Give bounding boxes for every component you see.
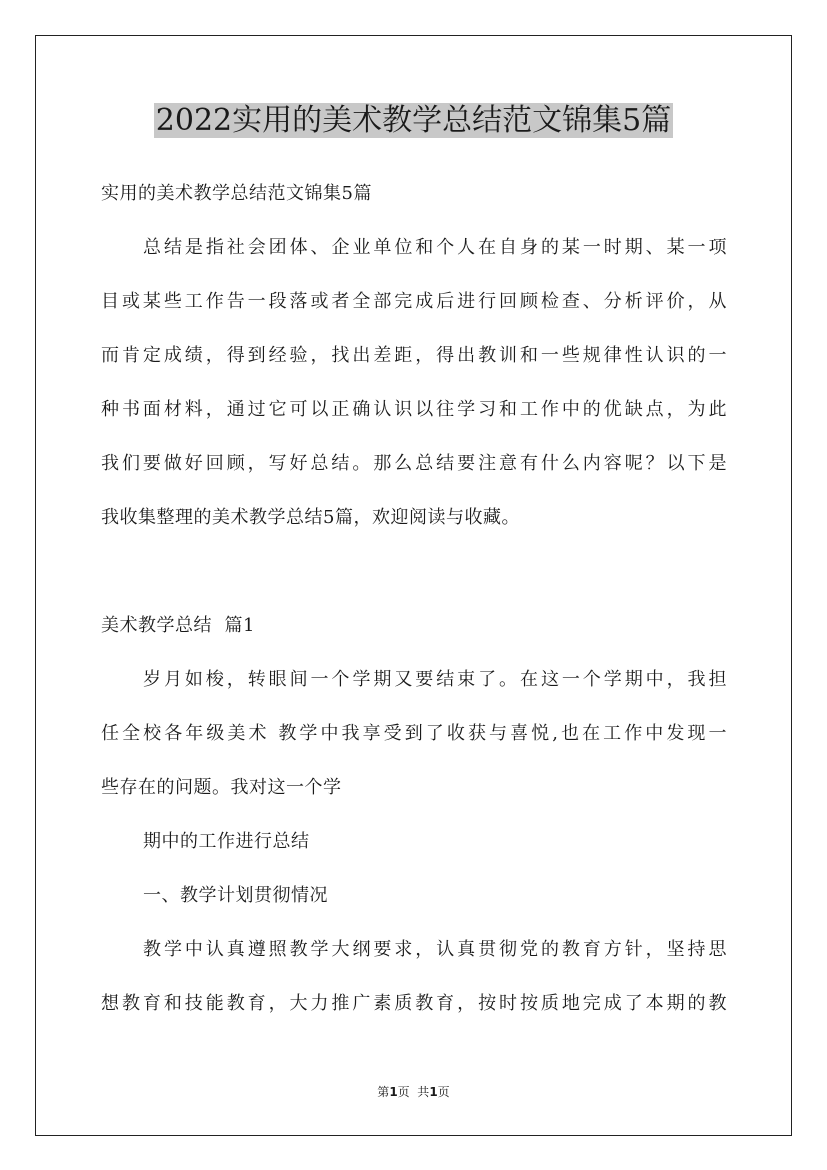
document-title-text: 2022实用的美术教学总结范文锦集5篇 — [155, 103, 672, 138]
section-1-heading: 美术教学总结 篇1 — [101, 615, 255, 636]
section-1-subheading: 一、教学计划贯彻情况 — [143, 885, 328, 906]
footer-prefix: 第 — [377, 1085, 390, 1099]
page-footer — [0, 1084, 827, 1100]
intro-line-1: 总结是指社会团体、企业单位和个人在自身的某一时期、某一项 — [143, 237, 727, 258]
section-1-line-1: 岁月如梭，转眼间一个学期又要结束了。在这一个学期中，我担 — [143, 669, 727, 690]
document-subtitle: 实用的美术教学总结范文锦集5篇 — [101, 183, 372, 204]
intro-line-4: 种书面材料，通过它可以正确认识以往学习和工作中的优缺点，为此 — [101, 399, 727, 420]
section-1-line-4: 期中的工作进行总结 — [143, 831, 310, 852]
section-1-line-3: 些存在的问题。我对这一个学 — [101, 777, 342, 798]
footer-page-number: 1 — [389, 1085, 398, 1099]
document-title — [0, 101, 827, 141]
section-1-body-line-2: 想教育和技能教育，大力推广素质教育，按时按质地完成了本期的教 — [101, 993, 727, 1014]
intro-line-2: 目或某些工作告一段落或者全部完成后进行回顾检查、分析评价，从 — [101, 291, 727, 312]
intro-line-5: 我们要做好回顾，写好总结。那么总结要注意有什么内容呢？以下是 — [101, 453, 727, 474]
footer-page-total: 1 — [429, 1085, 438, 1099]
footer-suffix: 页 — [437, 1085, 450, 1099]
footer-mid: 页 共 — [397, 1085, 430, 1099]
intro-line-3: 而肯定成绩，得到经验，找出差距，得出教训和一些规律性认识的一 — [101, 345, 727, 366]
intro-line-6: 我收集整理的美术教学总结5篇，欢迎阅读与收藏。 — [101, 507, 520, 528]
section-1-body-line-1: 教学中认真遵照教学大纲要求，认真贯彻党的教育方针，坚持思 — [143, 939, 727, 960]
section-1-line-2: 任全校各年级美术 教学中我享受到了收获与喜悦,也在工作中发现一 — [101, 723, 727, 744]
